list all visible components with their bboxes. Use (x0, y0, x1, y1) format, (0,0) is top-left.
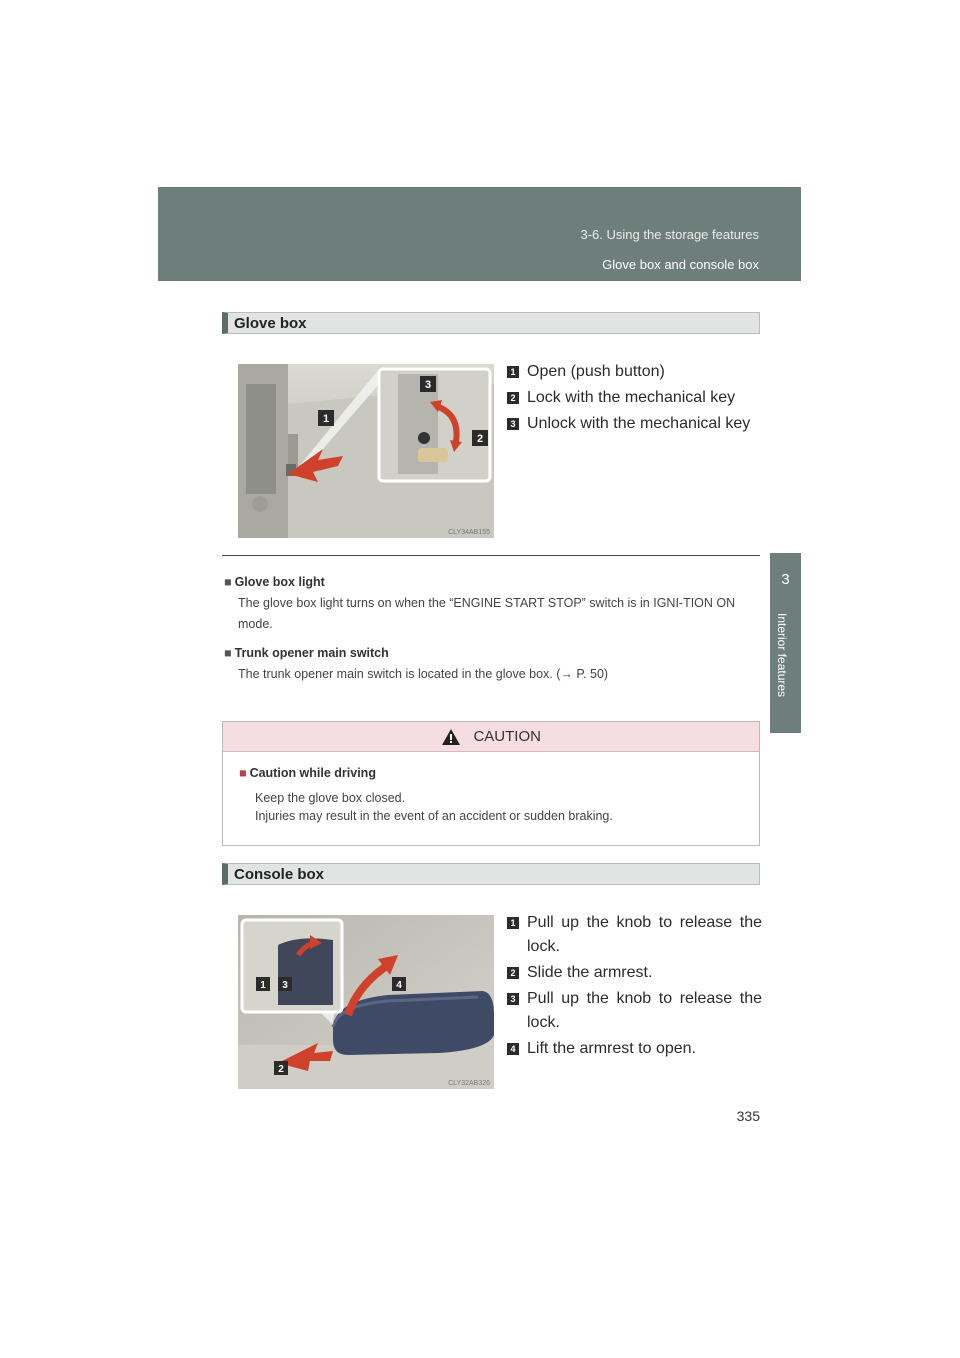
list-item: 2 Slide the armrest. (507, 961, 762, 985)
note-glove-box-light: ■ Glove box light The glove box light turns on when the “ENGINE START STOP” switch is in IGNI-TION ON mode. (224, 575, 736, 631)
chapter-label: Interior features (775, 613, 789, 698)
figure-code: CLY34AB155 (448, 529, 490, 536)
list-item: 3 Pull up the knob to release the lock. (507, 987, 762, 1035)
chapter-number: 3 (781, 571, 790, 588)
svg-text:3: 3 (282, 980, 288, 991)
caution-header: CAUTION (223, 722, 759, 752)
console-box-drawing (238, 915, 494, 1089)
caution-box: CAUTION ■ Caution while driving Keep the glove box closed. Injuries may result in the event of an accident or sudden braking. (222, 721, 760, 846)
note-trunk-opener: ■ Trunk opener main switch The trunk opener main switch is located in the glove box. (→ P. 50) (224, 646, 609, 681)
console-box-steps (507, 911, 762, 1063)
list-item: 1 Open (push button) (507, 360, 762, 384)
divider (222, 555, 760, 556)
chapter-tab (770, 553, 801, 733)
warning-icon (441, 728, 461, 746)
svg-text:3: 3 (424, 379, 432, 391)
svg-text:4: 4 (396, 980, 402, 991)
svg-text:2: 2 (278, 1064, 284, 1075)
glove-box-heading: Glove box (222, 312, 760, 334)
glove-box-illustration (238, 364, 494, 538)
glove-box-drawing (238, 364, 494, 538)
glove-box-steps (507, 360, 762, 438)
header-band (158, 187, 801, 281)
header-topic-title: Glove box and console box (602, 257, 759, 272)
list-item: 4 Lift the armrest to open. (507, 1037, 762, 1061)
svg-text:2: 2 (476, 433, 484, 445)
header-section-title: 3-6. Using the storage features (580, 227, 759, 242)
list-item: 1 Pull up the knob to release the lock. (507, 911, 762, 959)
svg-text:1: 1 (260, 980, 266, 991)
page-number: 335 (736, 1108, 760, 1124)
svg-text:1: 1 (322, 413, 330, 425)
figure-code: CLY32AB326 (448, 1080, 490, 1087)
console-box-illustration (238, 915, 494, 1089)
list-item: 2 Lock with the mechanical key (507, 386, 762, 410)
list-item: 3 Unlock with the mechanical key (507, 412, 762, 436)
console-box-heading: Console box (222, 863, 760, 885)
